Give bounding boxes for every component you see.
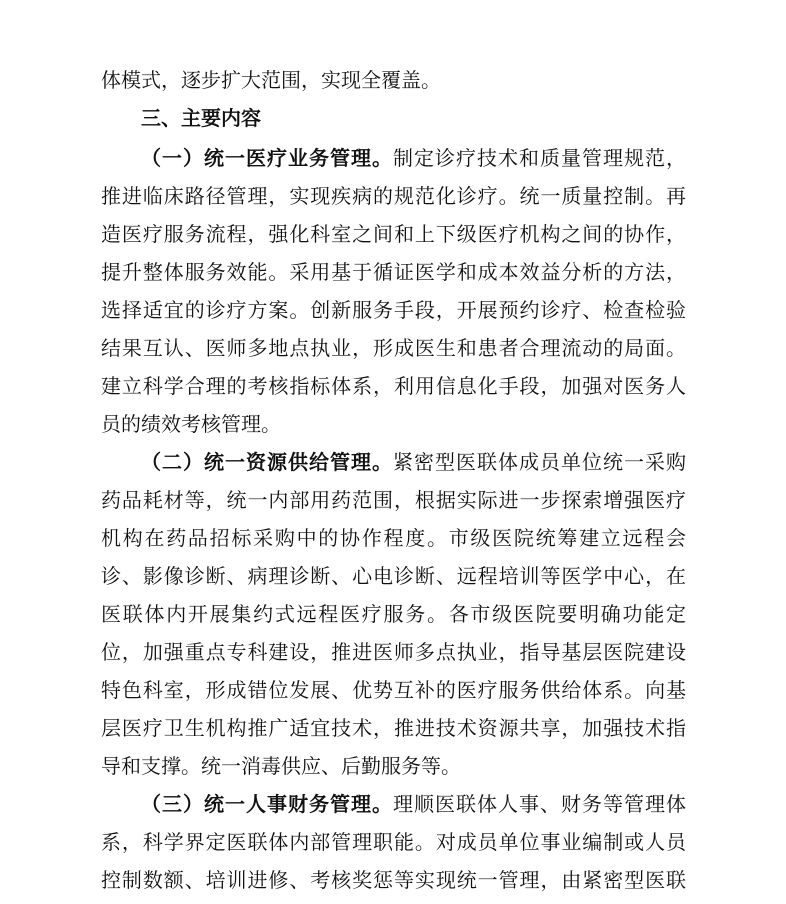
paragraph-line: 特色科室，形成错位发展、优势互补的医疗服务供给体系。向基 [101,678,686,702]
paragraph-line: 导和支撑。统一消毒供应、后勤服务等。 [101,754,461,778]
section-lead-title: （一）统一医疗业务管理。 [141,146,393,170]
paragraph-first-line [141,784,686,824]
paragraph-line: 机构在药品招标采购中的协作程度。市级医院统筹建立远程会 [101,526,686,550]
section-heading: 三、主要内容 [141,106,261,130]
paragraph-line: 推进临床路径管理，实现疾病的规范化诊疗。统一质量控制。再 [101,184,686,208]
paragraph-line: 医联体内开展集约式远程医疗服务。各市级医院要明确功能定 [101,602,686,626]
paragraph-line: 提升整体服务效能。采用基于循证医学和成本效益分析的方法， [101,260,686,284]
paragraph-text: 制定诊疗技术和质量管理规范， [393,146,686,170]
paragraph-line: 体模式，逐步扩大范围，实现全覆盖。 [101,68,441,92]
section-lead-title: （三）统一人事财务管理。 [141,792,393,816]
paragraph-first-line [141,138,686,178]
paragraph-line: 结果互认、医师多地点执业，形成医生和患者合理流动的局面。 [101,336,686,360]
paragraph-line: 员的绩效考核管理。 [101,412,281,436]
paragraph-line: 层医疗卫生机构推广适宜技术，推进技术资源共享，加强技术指 [101,716,686,740]
paragraph-text: 紧密型医联体成员单位统一采购 [393,450,686,474]
paragraph-line: 控制数额、培训进修、考核奖惩等实现统一管理，由紧密型医联 [101,868,686,892]
paragraph-line: 造医疗服务流程，强化科室之间和上下级医疗机构之间的协作， [101,222,686,246]
paragraph-line: 选择适宜的诊疗方案。创新服务手段，开展预约诊疗、检查检验 [101,298,686,322]
section-lead-title: （二）统一资源供给管理。 [141,450,393,474]
paragraph-text: 理顺医联体人事、财务等管理体 [393,792,686,816]
paragraph-line: 位，加强重点专科建设，推进医师多点执业，指导基层医院建设 [101,640,686,664]
paragraph-first-line [141,442,686,482]
paragraph-line: 建立科学合理的考核指标体系，利用信息化手段，加强对医务人 [101,374,686,398]
paragraph-line: 药品耗材等，统一内部用药范围，根据实际进一步探索增强医疗 [101,488,686,512]
paragraph-line: 诊、影像诊断、病理诊断、心电诊断、远程培训等医学中心，在 [101,564,686,588]
paragraph-line: 系，科学界定医联体内部管理职能。对成员单位事业编制或人员 [101,830,686,854]
